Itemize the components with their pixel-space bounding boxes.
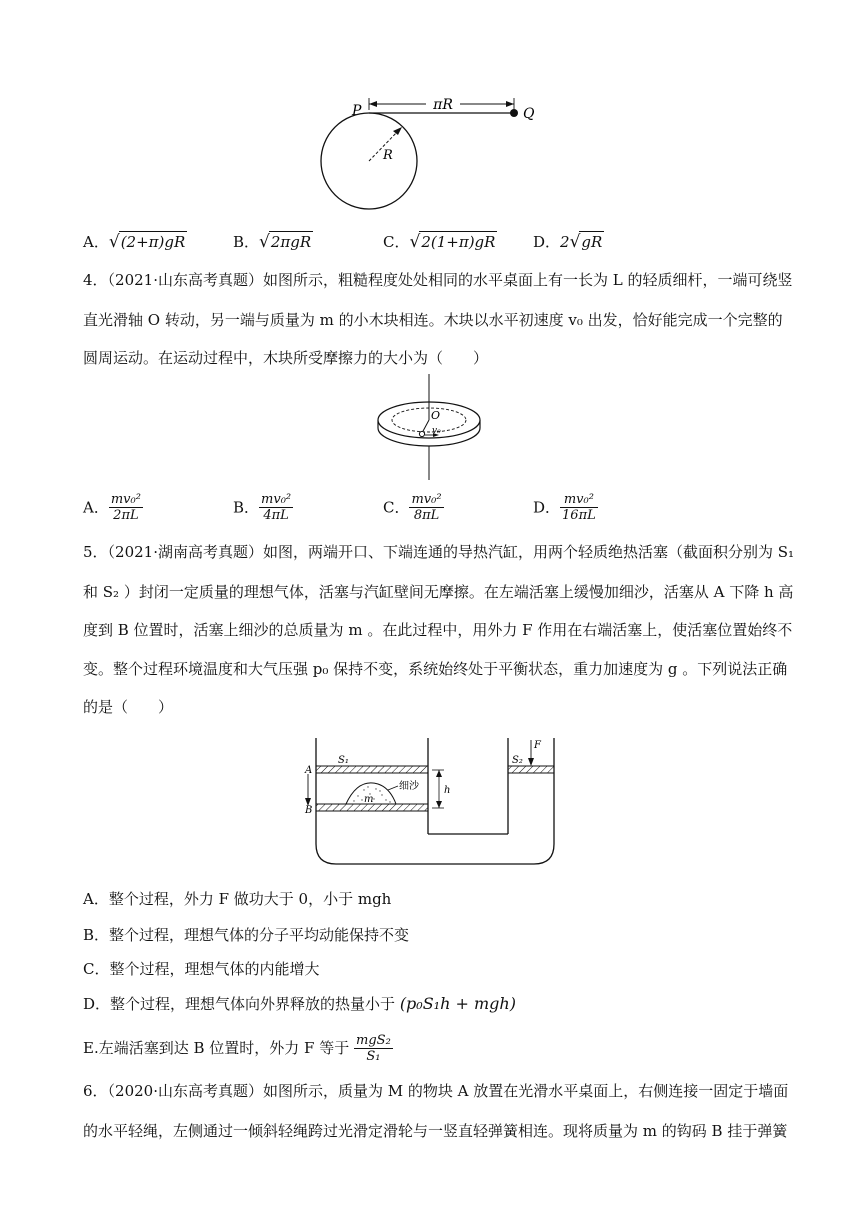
q5-text-line-1: 5．（2021·湖南高考真题）如图，两端开口、下端连通的导热汽缸，用两个轻质绝热活塞（截面积分别为 S₁ — [83, 543, 795, 561]
q3-option-a[interactable]: A．√(2+π)gR — [83, 232, 186, 252]
q4-option-b[interactable]: B． $\frac{\text{mv₀²}}{4\pi L}$ — [233, 492, 292, 523]
sand-label: 细沙 — [399, 781, 419, 792]
q4-text-line-1: 4．（2021·山东高考真题）如图所示，粗糙程度处处相同的水平桌面上有一长为 L 的轻质细杆，一端可绕竖 — [83, 271, 793, 289]
pi-r-label: πR — [433, 97, 453, 113]
q4-option-a[interactable]: A． $\frac{\text{mv₀²}}{2\pi L}$ — [83, 492, 141, 523]
q5-text-line-3: 度到 B 位置时，活塞上细沙的总质量为 m 。在此过程中，用外力 F 作用在右端活塞上，使活塞位置始终不 — [83, 621, 793, 639]
q5-option-e[interactable]: E.左端活塞到达 B 位置时，外力 F 等于 $\frac{\text{mgS₂}}{\text{S₁}}$ — [83, 1032, 391, 1064]
q5-option-b[interactable]: B．整个过程，理想气体的分子平均动能保持不变 — [83, 926, 410, 944]
q5-text-line-2: 和 S₂ ）封闭一定质量的理想气体，活塞与汽缸壁间无摩擦。在左端活塞上缓慢加细沙，活塞从 A 下降 h 高 — [83, 583, 794, 601]
radius-label: R — [383, 148, 393, 163]
velocity-v0-label: v₀ — [432, 426, 441, 436]
q3-option-b-expr: 2πgR — [270, 233, 312, 251]
q6-text-line-1: 6．（2020·山东高考真题）如图所示，质量为 M 的物块 A 放置在光滑水平桌面上，右侧连接一固定于墙面 — [83, 1082, 789, 1100]
q3-option-d[interactable]: D．2√gR — [533, 232, 603, 252]
axis-o-label: O — [431, 409, 441, 422]
point-p-label: P — [352, 103, 362, 119]
force-f-label: F — [534, 740, 541, 751]
q5-option-d-expr: (p₀S₁h + mgh) — [399, 994, 516, 1013]
q4-text-line-2: 直光滑轴 O 转动，另一端与质量为 m 的小木块相连。木块以水平初速度 v₀ 出发，恰好能完成一个完整的 — [83, 311, 783, 329]
q3-option-b[interactable]: B．√2πgR — [233, 232, 312, 252]
position-a-label: A — [305, 765, 313, 776]
q5-option-d[interactable]: D．整个过程，理想气体向外界释放的热量小于 (p₀S₁h + mgh) — [83, 994, 516, 1013]
position-b-label: B — [305, 805, 313, 816]
figure-circle-track — [300, 95, 560, 220]
q4-option-c[interactable]: C． $\frac{\text{mv₀²}}{8\pi L}$ — [383, 492, 442, 523]
mass-m-label: m — [364, 794, 374, 805]
q5-option-e-fraction: $\frac{\text{mgS₂}}{\text{S₁}}$ — [356, 1032, 391, 1064]
q3-option-c-expr: 2(1+π)gR — [421, 233, 496, 251]
q5-text-line-5: 的是（ ） — [83, 698, 174, 716]
area-s2-label: S₂ — [512, 755, 523, 766]
q4-option-d[interactable]: D． $\frac{\text{mv₀²}}{16\pi L}$ — [533, 492, 596, 523]
q6-text-line-2: 的水平轻绳，左侧通过一倾斜轻绳跨过光滑定滑轮与一竖直轻弹簧相连。现将质量为 m 的钩码 B 挂于弹簧 — [83, 1122, 788, 1140]
q4-option-b-fraction: $\frac{\text{mv₀²}}{4\pi L}$ — [261, 492, 292, 523]
q5-option-c[interactable]: C．整个过程，理想气体的内能增大 — [83, 960, 320, 978]
q3-option-d-expr: gR — [581, 233, 603, 251]
q4-option-c-fraction: $\frac{\text{mv₀²}}{8\pi L}$ — [411, 492, 442, 523]
q5-option-a[interactable]: A．整个过程，外力 F 做功大于 0，小于 mgh — [83, 890, 392, 908]
point-q-label: Q — [523, 106, 535, 122]
q5-text-line-4: 变。整个过程环境温度和大气压强 p₀ 保持不变，系统始终处于平衡状态，重力加速度为 g 。下列说法正确 — [83, 660, 788, 678]
q4-text-line-3: 圆周运动。在运动过程中，木块所受摩擦力的大小为（ ） — [83, 349, 489, 367]
figure-connected-cylinders — [298, 732, 560, 872]
height-h-label: h — [444, 785, 451, 796]
area-s1-label: S₁ — [338, 755, 349, 766]
q4-option-a-fraction: $\frac{\text{mv₀²}}{2\pi L}$ — [110, 492, 141, 523]
q3-option-c[interactable]: C．√2(1+π)gR — [383, 232, 496, 252]
figure-rotating-table — [370, 372, 490, 482]
q4-option-d-fraction: $\frac{\text{mv₀²}}{16\pi L}$ — [562, 492, 596, 523]
q3-option-a-expr: (2+π)gR — [120, 233, 186, 251]
